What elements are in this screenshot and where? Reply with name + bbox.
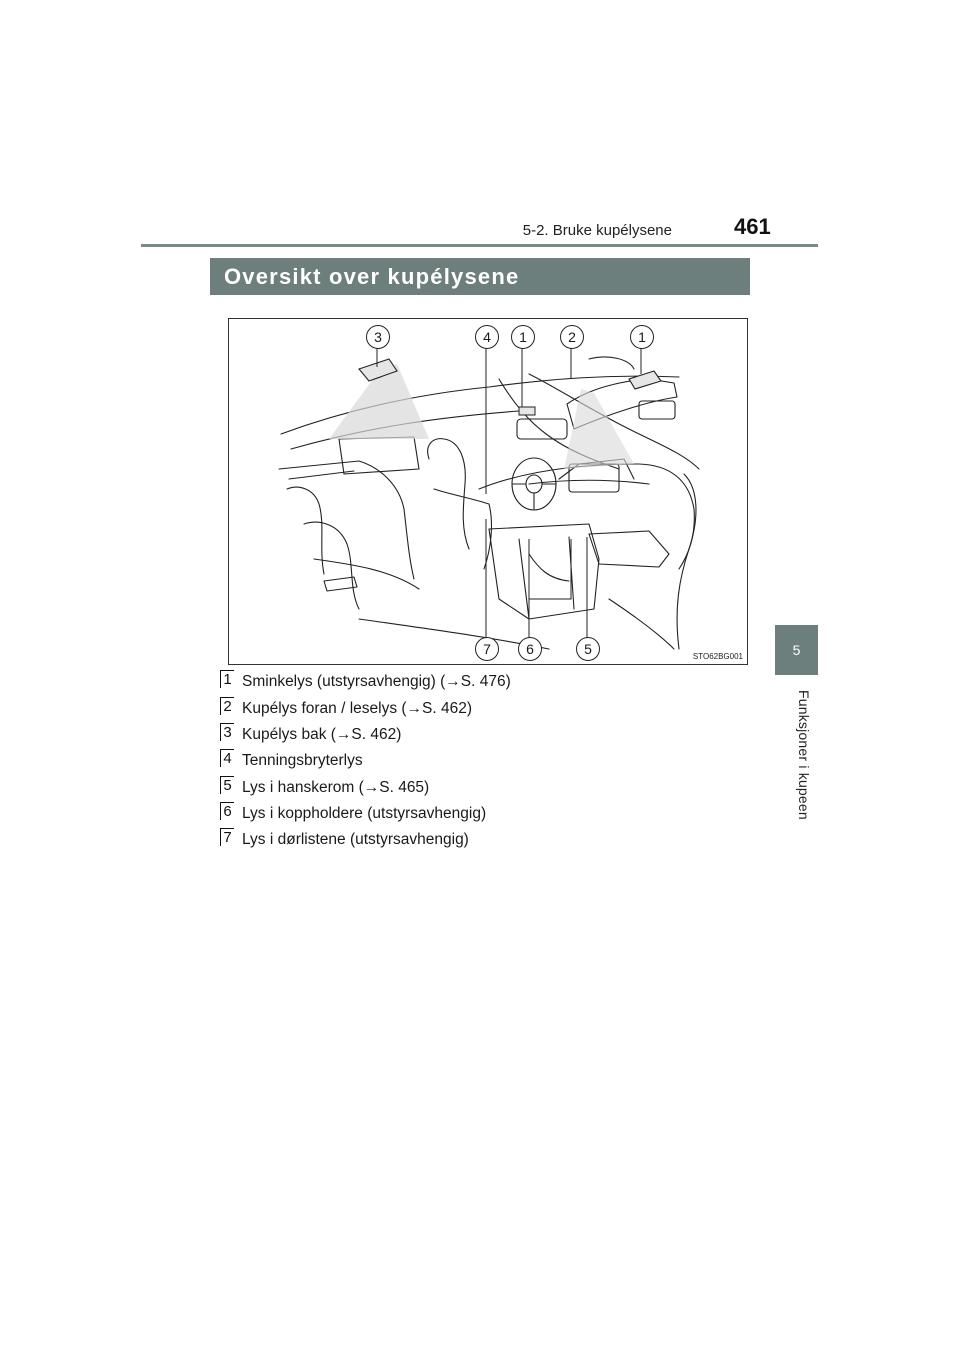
car-interior-illustration <box>229 319 749 666</box>
legend-number: 7 <box>220 828 234 846</box>
callout-1-top-left: 1 <box>511 325 535 349</box>
callout-3-top: 3 <box>366 325 390 349</box>
header-rule <box>141 244 818 247</box>
callout-1-top-right: 1 <box>630 325 654 349</box>
legend-item <box>220 723 640 745</box>
interior-lights-figure <box>228 318 748 665</box>
legend-text: Tenningsbryterlys <box>242 752 363 769</box>
legend-number: 6 <box>220 802 234 820</box>
chapter-tab[interactable]: 5 <box>775 625 818 675</box>
legend-number: 4 <box>220 749 234 767</box>
legend-text: Sminkelys (utstyrsavhengig) (→S. 476) <box>242 673 511 690</box>
page-number: 461 <box>734 214 771 239</box>
chapter-label: Funksjoner i kupeen <box>796 690 812 820</box>
legend-text: Kupélys foran / leselys (→S. 462) <box>242 700 473 717</box>
callout-4-top: 4 <box>475 325 499 349</box>
legend-item <box>220 802 640 824</box>
legend-number: 1 <box>220 670 234 688</box>
legend-item <box>220 749 640 771</box>
legend-number: 3 <box>220 723 234 741</box>
legend-text: Kupélys bak (→S. 462) <box>242 726 402 743</box>
callout-6-bottom: 6 <box>518 637 542 661</box>
legend-item <box>220 697 640 719</box>
legend-text: Lys i dørlistene (utstyrsavhengig) <box>242 831 469 848</box>
legend-number: 2 <box>220 697 234 715</box>
callout-2-top: 2 <box>560 325 584 349</box>
callout-5-bottom: 5 <box>576 637 600 661</box>
section-banner <box>210 258 750 295</box>
legend-text: Lys i hanskerom (→S. 465) <box>242 779 430 796</box>
legend-item <box>220 828 640 850</box>
callout-7-bottom: 7 <box>475 637 499 661</box>
figure-code: STO62BG001 <box>692 652 743 661</box>
header-section-title: 5-2. Bruke kupélysene <box>522 222 672 239</box>
legend-item <box>220 670 640 692</box>
section-title: Oversikt over kupélysene <box>224 264 520 289</box>
legend-number: 5 <box>220 776 234 794</box>
legend-item <box>220 776 640 798</box>
legend-text: Lys i koppholdere (utstyrsavhengig) <box>242 805 487 822</box>
